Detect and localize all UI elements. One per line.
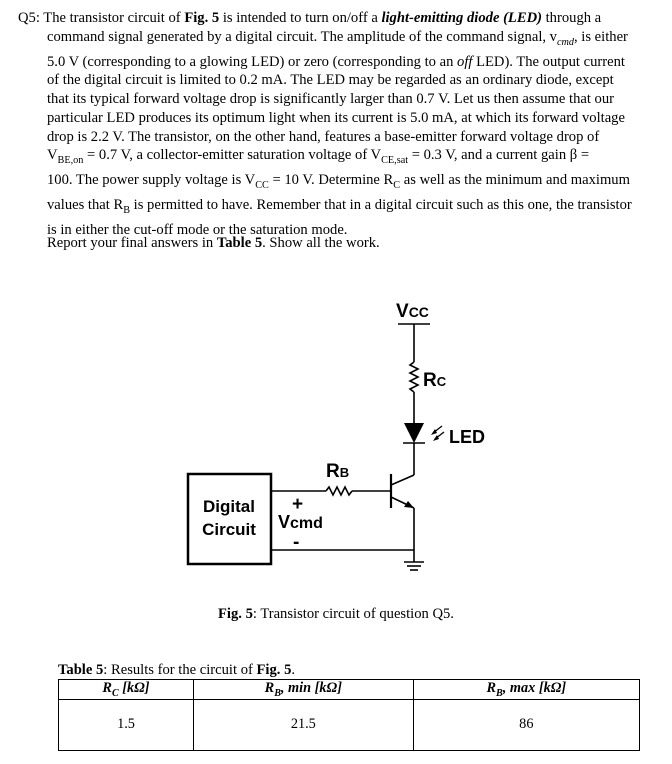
table-caption: Table 5: Results for the circuit of Fig. 5. [58, 662, 296, 678]
cell-rc: 1.5 [59, 699, 194, 750]
vcc-label: VCC [396, 301, 429, 322]
report-instruction: Report your final answers in Table 5. Show all the work. [47, 235, 380, 251]
question-line: command signal generated by a digital circuit. The amplitude of the command signal, $v_{cmd}$, is either [47, 28, 628, 48]
digital-label-line1: Digital [203, 497, 255, 516]
header-rb-min: $R_B$, min [kΩ] [194, 680, 414, 700]
question-line: Q5: The transistor circuit of Fig. 5 is intended to turn on/off a light-emitting diode (LED) through a [18, 10, 602, 26]
question-line: particular LED produces its optimum light when its current is 5.0 mA, at which its forward voltage [47, 109, 625, 126]
question-line: drop is 2.2 V. The transistor, on the other hand, features a base-emitter forward voltage drop of [47, 128, 600, 145]
header-rb-max: $R_B$, max [kΩ] [413, 680, 639, 700]
cell-rb-max: 86 [413, 699, 639, 750]
transistor-collector [391, 475, 414, 485]
cell-rb-min: 21.5 [194, 699, 414, 750]
question-line: of the digital circuit is limited to 0.2 mA. The LED may be regarded as an ordinary diode, except [47, 72, 614, 89]
plus-sign: + [292, 494, 304, 515]
question-line: 100. The power supply voltage is $V_{CC} = 10$ V. Determine $R_C$ as well as the minimum and maximum [47, 172, 630, 192]
led-triangle [404, 423, 424, 443]
question-line: 5.0 V (corresponding to a glowing LED) or zero (corresponding to an off LED). The output current [47, 53, 625, 70]
vcmd-label: Vcmd [278, 512, 323, 532]
table-header-row [59, 680, 640, 700]
rc-resistor [410, 362, 418, 392]
question-line: values that $R_B$ is permitted to have. Remember that in a digital circuit such as this one, the transistor [47, 196, 632, 216]
question-line: $V_{BE,on} = 0.7$ V, a collector-emitter saturation voltage of $V_{CE,sat} = 0.3$ V, and a current gain β = [47, 147, 590, 167]
minus-sign: - [293, 532, 300, 553]
digital-circuit-box [188, 474, 271, 564]
question-line: is in either the cut-off mode or the saturation mode. [47, 221, 348, 238]
table-row [59, 699, 640, 750]
results-table [58, 679, 640, 751]
header-rc: $R_C$ [kΩ] [59, 680, 194, 700]
rb-resistor [326, 487, 352, 495]
rb-label: RB [326, 461, 350, 482]
led-label: LED [449, 427, 485, 447]
rc-label: RC [423, 370, 447, 391]
digital-label-line2: Circuit [202, 520, 256, 539]
figure-caption: Fig. 5: Transistor circuit of question Q5. [218, 606, 454, 622]
question-line: that its typical forward voltage drop is significantly larger than 0.7 V. Let us then assume that our [47, 91, 615, 108]
